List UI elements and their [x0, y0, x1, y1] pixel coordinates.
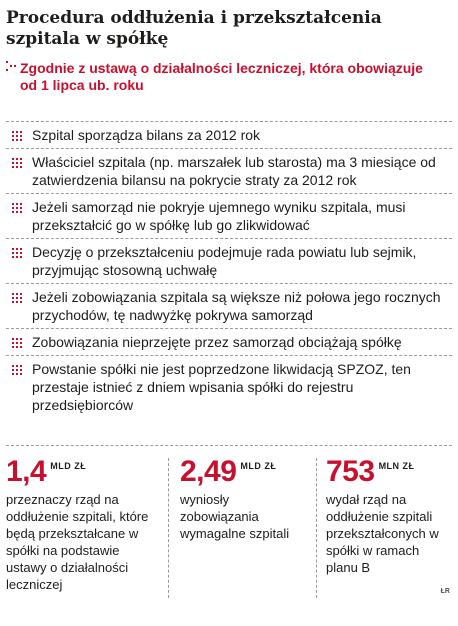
- steps-list: [6, 121, 452, 418]
- grid-dots-icon: [12, 203, 22, 213]
- list-item: [6, 193, 452, 238]
- list-item: [6, 148, 452, 193]
- column-divider: [316, 458, 317, 598]
- list-item: [6, 283, 452, 328]
- grid-dots-icon: [12, 365, 22, 375]
- stat-unit: MLN ZŁ: [378, 461, 415, 471]
- list-item: [6, 355, 452, 418]
- section-divider: [6, 445, 452, 448]
- grid-dots-icon: [12, 293, 22, 303]
- stat-block: [326, 455, 454, 576]
- step-text: Szpital sporządza bilans za 2012 rok: [32, 127, 261, 143]
- list-item: [6, 328, 452, 355]
- dots-arrow-icon: [6, 61, 16, 71]
- author-credit: ŁR: [440, 588, 450, 595]
- step-text: Właściciel szpitala (np. marszałek lub starosta) ma 3 miesiące od zatwierdzenia bilansu na pokrycie straty za 2012 rok: [32, 154, 436, 188]
- list-item: [6, 121, 452, 148]
- list-item: [6, 238, 452, 283]
- grid-dots-icon: [12, 131, 22, 141]
- step-text: Powstanie spółki nie jest poprzedzone likwidacją SPZOZ, ten przestaje istnieć z dniem wpisania spółki do rejestru przedsiębiorców: [32, 361, 411, 413]
- stat-description: wydał rząd na oddłużenie szpitali przekształconych w spółki w ramach planu B: [326, 492, 439, 575]
- grid-dots-icon: [12, 158, 22, 168]
- grid-dots-icon: [12, 248, 22, 258]
- stat-value: 2,49: [180, 455, 237, 488]
- stat-value: 1,4: [6, 455, 47, 488]
- step-text: Jeżeli samorząd nie pokryje ujemnego wyniku szpitala, musi przekształcić go w spółkę lub go zlikwidować: [32, 199, 406, 233]
- subheading-text: Zgodnie z ustawą o działalności leczniczej, która obowiązuje od 1 lipca ub. roku: [20, 60, 423, 93]
- grid-dots-icon: [12, 338, 22, 348]
- stat-unit: MLD ZŁ: [50, 461, 87, 471]
- step-text: Jeżeli zobowiązania szpitala są większe niż połowa jego rocznych przychodów, tę nadwyżkę pokrywa samorząd: [32, 289, 441, 323]
- stat-block: [180, 455, 310, 542]
- stat-block: [6, 455, 156, 593]
- stat-value: 753: [326, 455, 375, 488]
- stat-description: wyniosły zobowiązania wymagalne szpitali: [180, 492, 290, 541]
- column-divider: [168, 458, 169, 598]
- step-text: Decyzję o przekształceniu podejmuje rada powiatu lub sejmik, przyjmując stosowną uchwałę: [32, 244, 417, 278]
- stat-description: przeznaczy rząd na oddłużenie szpitali, które będą przekształcane w spółki na podstawie ustawy o działalności leczniczej: [6, 492, 149, 592]
- stat-unit: MLD ZŁ: [240, 461, 277, 471]
- infographic-title: Procedura oddłużenia i przekształcenia szpitala w spółkę: [6, 8, 382, 49]
- step-text: Zobowiązania nieprzejęte przez samorząd obciążają spółkę: [32, 334, 402, 350]
